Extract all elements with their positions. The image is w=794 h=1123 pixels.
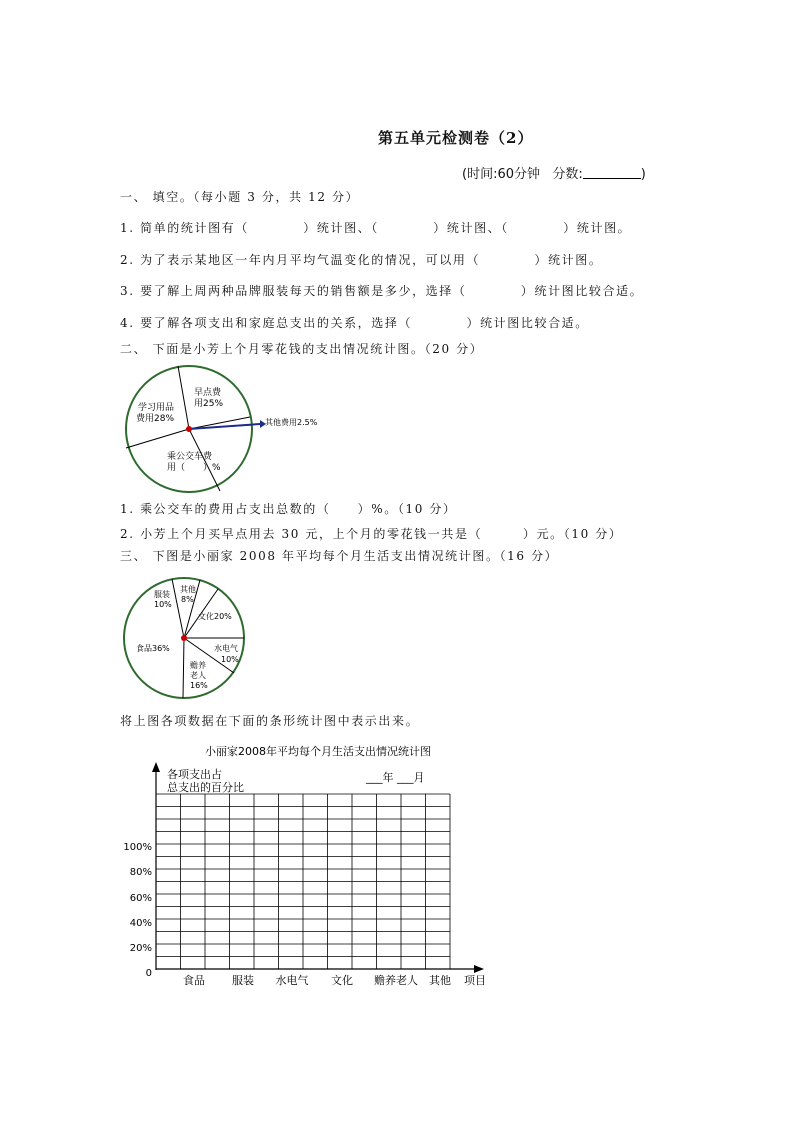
x-category-label: 食品: [183, 974, 205, 987]
x-category-label: 水电气: [275, 974, 309, 987]
pie-center-dot: [186, 426, 192, 432]
y-axis-arrow-icon: [152, 762, 160, 772]
time-label: (时间:60分钟: [462, 167, 540, 182]
pie-label-elder: 赡养: [190, 661, 206, 670]
y-tick-label: 0: [145, 968, 152, 979]
y-tick-label: 80%: [129, 867, 152, 878]
pie-label-other-pct: 8%: [181, 595, 194, 604]
meta-close: ): [640, 167, 646, 182]
bar-chart: [110, 740, 500, 1000]
x-axis-arrow-icon: [474, 965, 484, 973]
y-tick-label: 40%: [129, 918, 152, 929]
y-tick-label: 20%: [129, 943, 152, 954]
pie-label-bus: 乘公交车费: [167, 452, 213, 462]
section3-heading: 三、 下图是小丽家 2008 年平均每个月生活支出情况统计图。（16 分）: [120, 549, 559, 563]
pie-label-elder-2: 老人: [190, 671, 206, 680]
chart-title: 小丽家2008年平均每个月生活支出情况统计图: [205, 745, 431, 758]
pie-label-other: 其他: [180, 585, 196, 594]
section1-heading: 一、 填空。（每小题 3 分，共 12 分）: [120, 190, 360, 204]
x-axis-label: 项目: [464, 974, 486, 987]
pie-label-elder-pct: 16%: [190, 681, 208, 690]
allowance-pie-chart: [120, 362, 340, 498]
page-title: 第五单元检测卷（2）: [378, 129, 534, 147]
pie-label-study-pct: 费用28%: [136, 414, 175, 424]
score-blank[interactable]: [583, 166, 641, 179]
question-2-1: 1. 乘公交车的费用占支出总数的（ ）%。（10 分）: [120, 502, 457, 516]
pie-label-bus-pct: 用（ ）%: [167, 463, 221, 473]
pie-label-culture: 文化20%: [198, 612, 232, 621]
household-pie-chart: [120, 572, 260, 704]
pie-label-study: 学习用品: [138, 403, 175, 413]
question-1-4: 4. 要了解各项支出和家庭总支出的关系，选择（ ）统计图比较合适。: [120, 316, 589, 330]
score-label: 分数:: [552, 167, 583, 182]
x-category-label: 其他: [429, 974, 451, 987]
question-1-2: 2. 为了表示某地区一年内月平均气温变化的情况，可以用（ ）统计图。: [120, 253, 603, 267]
pie-divider: [126, 429, 189, 448]
pie-label-clothing-pct: 10%: [154, 600, 172, 609]
y-tick-labels: [123, 842, 152, 979]
y-axis-label: 各项支出占: [167, 768, 222, 781]
x-category-label: 赡养老人: [374, 974, 418, 987]
x-category-label: 文化: [331, 974, 353, 987]
pie-label-other: 其他费用2.5%: [265, 418, 318, 427]
pie-divider: [178, 366, 189, 429]
exam-meta: [462, 163, 646, 182]
date-label: ___年 ___月: [366, 771, 425, 784]
x-category-labels: [183, 973, 451, 987]
pie-label-food: 食品36%: [136, 644, 170, 653]
pie-center-dot: [181, 635, 187, 641]
instruction-text: 将上图各项数据在下面的条形统计图中表示出来。: [120, 714, 420, 728]
y-tick-label: 100%: [123, 842, 152, 853]
y-axis-label-2: 总支出的百分比: [167, 781, 244, 794]
question-1-1: 1. 简单的统计图有（ ）统计图、（ ）统计图、（ ）统计图。: [120, 221, 632, 235]
chart-grid: [156, 794, 450, 969]
pie-label-utility-pct: 10%: [221, 655, 239, 664]
pie-label-breakfast: 早点费: [194, 388, 222, 398]
y-tick-label: 60%: [129, 893, 152, 904]
pie-label-utility: 水电气: [214, 644, 238, 653]
pie-label-breakfast-pct: 用25%: [194, 399, 224, 409]
x-category-label: 服装: [232, 974, 254, 987]
question-1-3: 3. 要了解上周两种品牌服装每天的销售额是多少，选择（ ）统计图比较合适。: [120, 284, 644, 298]
pie-label-clothing: 服装: [154, 590, 170, 599]
pie-divider: [183, 638, 184, 698]
question-2-2: 2. 小芳上个月买早点用去 30 元，上个月的零花钱一共是（ ）元。（10 分）: [120, 527, 623, 541]
section2-heading: 二、 下面是小芳上个月零花钱的支出情况统计图。（20 分）: [120, 342, 484, 356]
